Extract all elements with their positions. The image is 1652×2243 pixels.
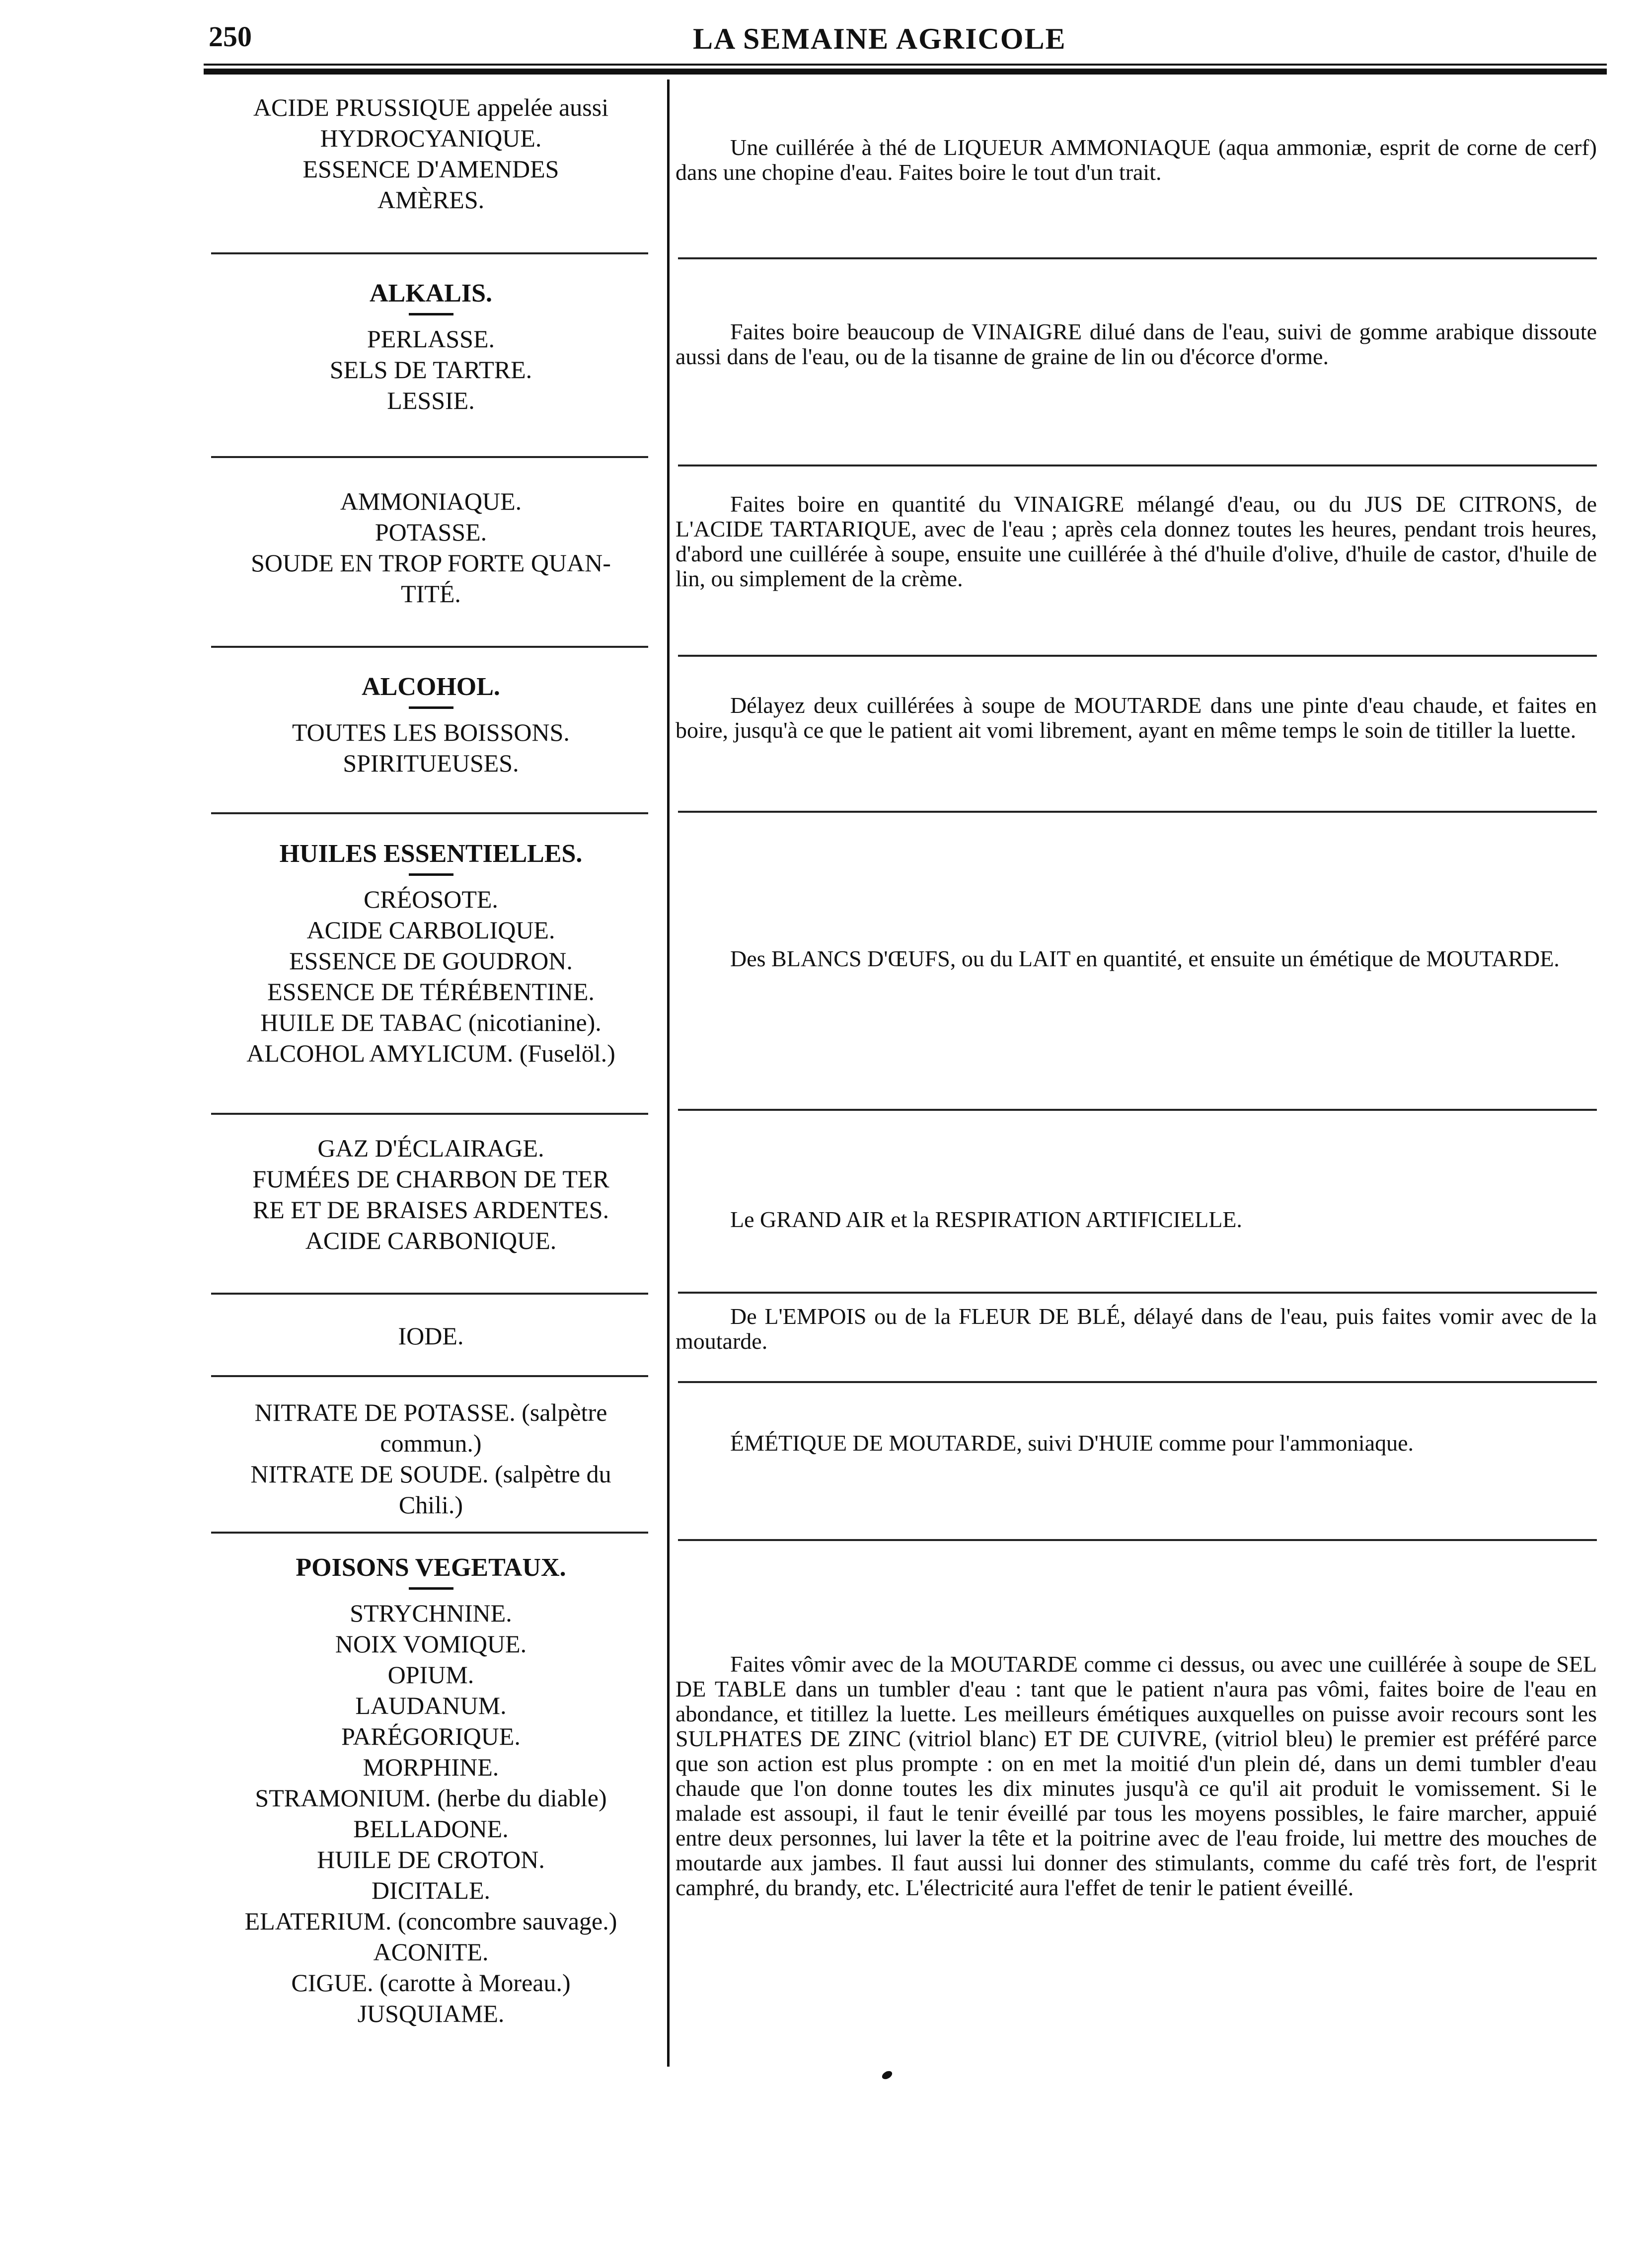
poison-name: FUMÉES DE CHARBON DE TER xyxy=(252,1165,609,1193)
remedy-text: Faites boire beaucoup de VINAIGRE dilué dans de l'eau, suivi de gomme arabique dissoute aussi dans de l'eau, ou de la tisanne de graine de lin ou d'écorce d'orme. xyxy=(676,319,1597,369)
entry-separator xyxy=(678,1109,1597,1111)
poison-name: ESSENCE DE TÉRÉBENTINE. xyxy=(267,978,595,1005)
poison-name: STRYCHNINE. xyxy=(350,1599,512,1627)
running-title: LA SEMAINE AGRICOLE xyxy=(693,22,1066,55)
heading-dash xyxy=(409,313,453,315)
section-heading: ALKALIS. xyxy=(369,279,493,308)
remedy-text: Une cuillérée à thé de LIQUEUR AMMONIAQUE (aqua ammoniæ, esprit de corne de cerf) dans une chopine d'eau. Faites boire le tout d'un trait. xyxy=(676,135,1597,185)
poison-name: POTASSE. xyxy=(375,518,487,546)
poison-name: TOUTES LES BOISSONS. xyxy=(292,718,570,746)
poison-name: TITÉ. xyxy=(401,580,461,608)
poison-name: LAUDANUM. xyxy=(355,1692,507,1719)
poison-name: ACIDE CARBOLIQUE. xyxy=(306,916,555,944)
remedy-text: Des BLANCS D'ŒUFS, ou du LAIT en quantité, et ensuite un émétique de MOUTARDE. xyxy=(730,946,1560,971)
poison-name: ACIDE PRUSSIQUE appelée aussi xyxy=(253,93,609,121)
remedy-text: Faites boire en quantité du VINAIGRE mélangé d'eau, ou du JUS DE CITRONS, de L'ACIDE TARTARIQUE, avec de l'eau ; après cela donnez toutes les heures, pendant trois heures, d'abord une cuillérée à soupe, ensuite une cuillérée à thé d'huile d'olive, d'huile de castor, d'huile de lin, ou simplement de la crème. xyxy=(676,491,1597,591)
poison-name: commun.) xyxy=(380,1429,482,1457)
entry-separator xyxy=(211,812,648,814)
remedy-alcohol xyxy=(676,693,1597,743)
poison-name: DICITALE. xyxy=(372,1876,490,1904)
poison-entry-vegetable-poisons xyxy=(204,1552,658,2029)
poison-name: NITRATE DE POTASSE. (salpètre xyxy=(254,1398,607,1426)
poison-name: AMÈRES. xyxy=(377,186,485,214)
poison-name: MORPHINE. xyxy=(363,1753,499,1781)
remedy-text: Délayez deux cuillérées à soupe de MOUTARDE dans une pinte d'eau chaude, et faites en boire, jusqu'à ce que le patient ait vomi librement, ayant en même temps le soin de titiller la luette. xyxy=(676,693,1597,743)
header-rule-thin xyxy=(204,64,1607,66)
remedy-text: ÉMÉTIQUE DE MOUTARDE, suivi D'HUIE comme pour l'ammoniaque. xyxy=(730,1430,1414,1456)
poison-entry-alcohol xyxy=(204,672,658,778)
remedy-text: De L'EMPOIS ou de la FLEUR DE BLÉ, délayé dans de l'eau, puis faites vomir avec de la moutarde. xyxy=(676,1304,1597,1354)
poison-entry-alkalis xyxy=(204,278,658,416)
remedy-text: Faites vômir avec de la MOUTARDE comme ci dessus, ou avec une cuillérée à soupe de SEL DE TABLE dans un tumbler d'eau : tant que le patient n'aura pas vômi, faites boire de l'eau en abondance, et titillez la luette. Les meilleurs émétiques auxquelles on puisse avoir recours sont les SULPHATES DE ZINC (vitriol blanc) ET DE CUIVRE, (vitriol bleu) le premier est préféré parce que son action est plus prompte : on en met la moitié d'un plein dé, dans un demi tumbler d'eau chaude que l'on donne toutes les dix minutes jusqu'à ce qu'il ait produit le vomissement. Si le malade est assoupi, il faut le tenir éveillé par tous les moyens possibles, le faire marcher, appuié entre deux personnes, lui laver la tête et la poitrine avec de l'eau froide, lui mettre des mouches de moutarde aux jambes. Il faut aussi lui donner des stimulants, comme du café très fort, de l'esprit camphré, du brandy, etc. L'électricité aura l'effet de tenir le patient éveillé. xyxy=(676,1651,1597,1900)
poison-name: ALCOHOL AMYLICUM. (Fuselöl.) xyxy=(246,1039,615,1067)
poison-name: LESSIE. xyxy=(387,387,475,414)
poison-name: ELATERIUM. (concombre sauvage.) xyxy=(244,1907,617,1935)
poison-name: HUILE DE TABAC (nicotianine). xyxy=(260,1008,601,1036)
poison-name: SPIRITUEUSES. xyxy=(343,749,519,777)
remedy-text: Le GRAND AIR et la RESPIRATION ARTIFICIELLE. xyxy=(730,1207,1242,1232)
entry-separator xyxy=(211,252,648,254)
entry-separator xyxy=(678,1539,1597,1541)
entry-separator xyxy=(211,1532,648,1534)
poison-name: CIGUE. (carotte à Moreau.) xyxy=(291,1969,571,1997)
poison-name: OPIUM. xyxy=(387,1661,474,1689)
remedy-alkalis xyxy=(676,319,1597,369)
section-heading: POISONS VEGETAUX. xyxy=(296,1553,566,1582)
remedy-lighting-gas xyxy=(676,1207,1597,1232)
entry-separator xyxy=(211,1293,648,1295)
entry-separator xyxy=(678,811,1597,813)
poison-name: ACONITE. xyxy=(373,1938,489,1966)
poison-name: HYDROCYANIQUE. xyxy=(320,124,542,152)
entry-separator xyxy=(678,464,1597,466)
heading-dash xyxy=(409,706,453,709)
poison-entry-lighting-gas xyxy=(204,1133,658,1256)
remedy-prussic-acid xyxy=(676,135,1597,185)
poison-entry-nitrates xyxy=(204,1397,658,1520)
poison-name: RE ET DE BRAISES ARDENTES. xyxy=(252,1196,609,1224)
remedy-iodine xyxy=(676,1304,1597,1354)
poison-name: SELS DE TARTRE. xyxy=(329,356,532,384)
ink-mark xyxy=(881,2069,894,2081)
page-number: 250 xyxy=(209,20,252,53)
poison-name: IODE. xyxy=(398,1322,464,1350)
poison-entry-essential-oils xyxy=(204,839,658,1069)
poison-name: SOUDE EN TROP FORTE QUAN- xyxy=(251,549,611,577)
entry-separator xyxy=(211,1375,648,1377)
poison-name: GAZ D'ÉCLAIRAGE. xyxy=(317,1134,544,1162)
column-divider xyxy=(667,79,670,2067)
poison-name: PERLASSE. xyxy=(367,325,495,353)
entry-separator xyxy=(211,1113,648,1115)
poison-name: PARÉGORIQUE. xyxy=(341,1722,521,1750)
header-rule-thick xyxy=(204,69,1607,75)
entry-separator xyxy=(211,646,648,648)
heading-dash xyxy=(409,1587,453,1590)
remedy-essential-oils xyxy=(676,946,1597,971)
poison-name: NOIX VOMIQUE. xyxy=(335,1630,527,1658)
poison-name: ACIDE CARBONIQUE. xyxy=(305,1227,557,1254)
poison-name: ESSENCE D'AMENDES xyxy=(302,155,559,183)
entry-separator xyxy=(678,257,1597,259)
poison-name: AMMONIAQUE. xyxy=(340,487,522,515)
entry-separator xyxy=(678,1292,1597,1294)
poison-entry-ammonia xyxy=(204,486,658,609)
remedy-vegetable-poisons xyxy=(676,1652,1597,1900)
entry-separator xyxy=(678,655,1597,657)
section-heading: ALCOHOL. xyxy=(362,673,500,701)
poison-name: BELLADONE. xyxy=(353,1815,509,1843)
poison-entry-prussic-acid xyxy=(204,92,658,215)
poison-name: NITRATE DE SOUDE. (salpètre du xyxy=(250,1460,611,1488)
poison-entry-iodine xyxy=(204,1320,658,1351)
poison-name: Chili.) xyxy=(398,1491,463,1519)
poison-name: JUSQUIAME. xyxy=(357,2000,505,2027)
poison-name: STRAMONIUM. (herbe du diable) xyxy=(255,1784,607,1812)
poison-name: CRÉOSOTE. xyxy=(364,885,498,913)
remedy-ammonia xyxy=(676,492,1597,591)
entry-separator xyxy=(678,1381,1597,1383)
heading-dash xyxy=(409,873,453,876)
poison-name: HUILE DE CROTON. xyxy=(317,1846,545,1873)
remedy-nitrates xyxy=(676,1431,1597,1456)
entry-separator xyxy=(211,456,648,458)
section-heading: HUILES ESSENTIELLES. xyxy=(279,840,583,868)
poison-name: ESSENCE DE GOUDRON. xyxy=(289,947,573,975)
